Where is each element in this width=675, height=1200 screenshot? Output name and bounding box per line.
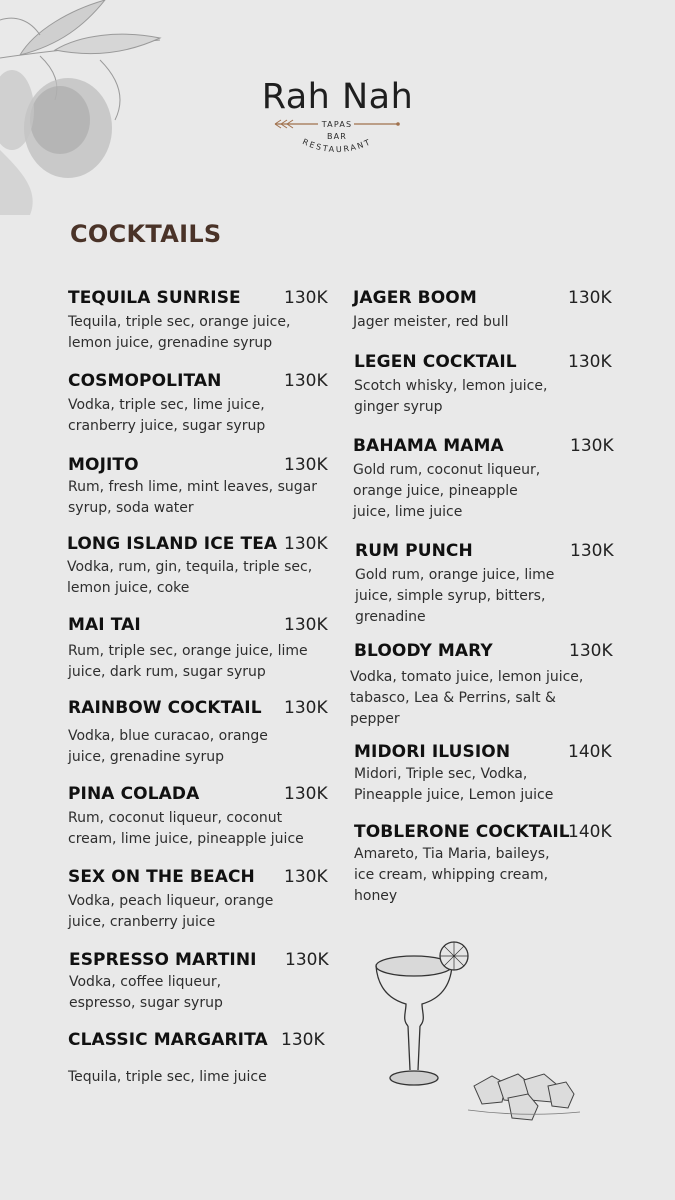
item-description: Vodka, peach liqueur, orange juice, cranberry juice [68,893,274,930]
logo-tagline-3: RESTAURANT [301,137,373,155]
item-name: COSMOPOLITAN [68,371,222,391]
item-name: LEGEN COCKTAIL [354,352,517,372]
logo-tagline-1: TAPAS [321,120,353,129]
item-name: RAINBOW COCKTAIL [68,698,262,718]
item-description: Scotch whisky, lemon juice, ginger syrup [354,378,548,415]
restaurant-logo [230,76,445,166]
item-description: Tequila, triple sec, orange juice, lemon juice, grenadine syrup [68,314,291,351]
logo-tagline-graphic [230,116,445,168]
item-description: Gold rum, orange juice, lime juice, simple syrup, bitters, grenadine [355,567,555,625]
item-price: 130K [570,541,614,561]
item-description: Vodka, tomato juice, lemon juice, tabasco, Lea & Perrins, salt & pepper [350,669,584,727]
item-description: Midori, Triple sec, Vodka, Pineapple juice, Lemon juice [354,766,554,803]
item-price: 130K [284,534,328,554]
item-description: Tequila, triple sec, lime juice [68,1069,267,1085]
margarita-glass-illustration [372,940,477,1092]
item-price: 130K [284,455,328,475]
item-name: TOBLERONE COCKTAIL [354,822,570,842]
item-description: Gold rum, coconut liqueur, orange juice, pineapple juice, lime juice [353,462,541,520]
section-title: COCKTAILS [70,220,222,248]
item-name: MAI TAI [68,615,141,635]
item-price: 130K [285,950,329,970]
item-name: JAGER BOOM [353,288,477,308]
item-price: 130K [569,641,613,661]
item-price: 130K [568,352,612,372]
item-name: RUM PUNCH [355,541,473,561]
logo-tagline-2: BAR [326,132,348,141]
item-name: MOJITO [68,455,139,475]
item-price: 130K [284,371,328,391]
item-description: Jager meister, red bull [353,314,509,330]
logo-name: Rah Nah [261,77,414,117]
item-price: 140K [568,822,612,842]
item-name: LONG ISLAND ICE TEA [67,534,278,554]
item-name: TEQUILA SUNRISE [68,288,241,308]
item-name: BLOODY MARY [354,641,493,661]
item-description: Rum, coconut liqueur, coconut cream, lime juice, pineapple juice [68,810,304,847]
item-description: Vodka, triple sec, lime juice, cranberry juice, sugar syrup [68,397,266,434]
item-name: ESPRESSO MARTINI [69,950,257,970]
item-description: Rum, fresh lime, mint leaves, sugar syrup, soda water [68,479,317,516]
item-price: 130K [284,784,328,804]
item-description: Vodka, blue curacao, orange juice, grenadine syrup [68,728,268,765]
item-price: 130K [281,1030,325,1050]
item-price: 130K [284,288,328,308]
item-name: CLASSIC MARGARITA [68,1030,268,1050]
olive-branch-illustration [0,0,170,215]
item-name: MIDORI ILUSION [354,742,511,762]
item-description: Vodka, rum, gin, tequila, triple sec, lemon juice, coke [67,559,313,596]
item-price: 130K [284,615,328,635]
item-description: Rum, triple sec, orange juice, lime juice, dark rum, sugar syrup [68,643,308,680]
item-price: 130K [570,436,614,456]
ice-cubes-illustration [468,1068,583,1128]
item-description: Amareto, Tia Maria, baileys, ice cream, whipping cream, honey [354,846,550,904]
item-name: BAHAMA MAMA [353,436,504,456]
item-price: 130K [284,698,328,718]
item-description: Vodka, coffee liqueur, espresso, sugar syrup [69,974,223,1011]
item-name: PINA COLADA [68,784,200,804]
item-price: 140K [568,742,612,762]
item-name: SEX ON THE BEACH [68,867,255,887]
item-price: 130K [568,288,612,308]
item-price: 130K [284,867,328,887]
